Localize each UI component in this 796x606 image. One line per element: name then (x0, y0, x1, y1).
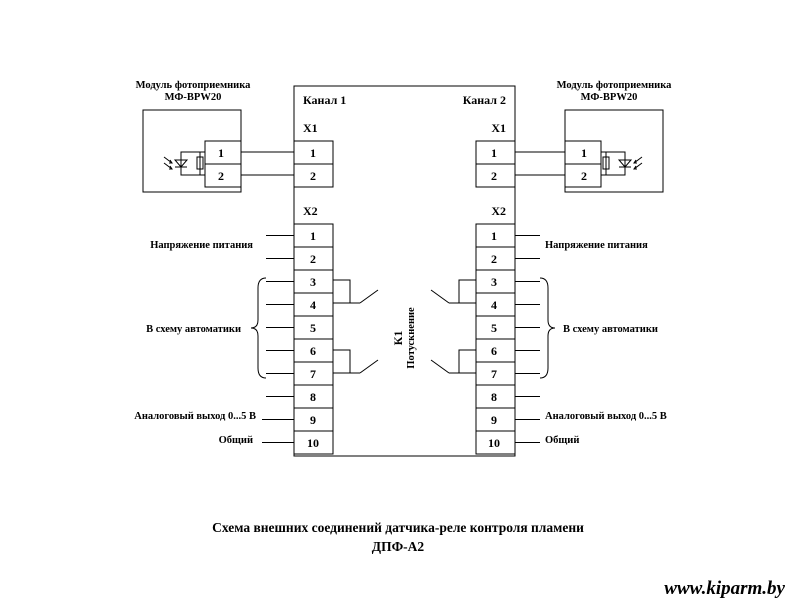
watermark: www.kiparm.by (664, 578, 785, 599)
x2-left-pin: 5 (310, 321, 316, 335)
module-left-pin: 2 (218, 169, 224, 183)
x2-left-pin: 10 (307, 436, 319, 450)
x2-right-pin: 3 (491, 275, 497, 289)
common-label-right: Общий (545, 435, 580, 446)
analog-label-left: Аналоговый выход 0...5 В (134, 411, 256, 422)
common-label-left: Общий (218, 435, 253, 446)
x2-right-pin: 2 (491, 252, 497, 266)
x1-right-pin: 2 (491, 169, 497, 183)
x1-left-label: X1 (303, 121, 318, 135)
x2-right-pin: 8 (491, 390, 497, 404)
x2-left-pin: 3 (310, 275, 316, 289)
x2-left-pin: 8 (310, 390, 316, 404)
channel-2-label: Канал 2 (462, 93, 506, 107)
x2-left-pin: 6 (310, 344, 316, 358)
x2-left-label: X2 (303, 204, 318, 218)
power-label-left: Напряжение питания (150, 240, 253, 251)
x2-right-pin: 6 (491, 344, 497, 358)
x2-right-pin: 5 (491, 321, 497, 335)
x2-left-pin: 2 (310, 252, 316, 266)
x2-right-pin: 1 (491, 229, 497, 243)
module-right-pin: 1 (581, 146, 587, 160)
module-left-model: МФ-BPW20 (164, 92, 222, 103)
relay-k1-label: К1 (391, 330, 405, 346)
power-label-right: Напряжение питания (545, 240, 648, 251)
x2-left-pin: 1 (310, 229, 316, 243)
x2-right-pin: 9 (491, 413, 497, 427)
x1-right-pin: 1 (491, 146, 497, 160)
x1-left-pin: 2 (310, 169, 316, 183)
brace-right (540, 278, 555, 378)
caption-model: ДПФ-А2 (371, 539, 425, 554)
caption-title: Схема внешних соединений датчика-реле контроля пламени (212, 520, 584, 535)
module-left-title: Модуль фотоприемника (135, 80, 251, 91)
module-right-model: МФ-BPW20 (580, 92, 638, 103)
channel-1-label: Канал 1 (303, 93, 347, 107)
x2-right-label: X2 (491, 204, 506, 218)
x2-right-pin: 10 (488, 436, 500, 450)
automation-label-left: В схему автоматики (146, 324, 241, 335)
module-left-pin: 1 (218, 146, 224, 160)
analog-label-right: Аналоговый выход 0...5 В (545, 411, 667, 422)
brace-left (251, 278, 266, 378)
relay-function-label: Потускнение (406, 307, 417, 369)
x2-right-pin: 4 (491, 298, 497, 312)
automation-label-right: В схему автоматики (563, 324, 658, 335)
x1-right-label: X1 (491, 121, 506, 135)
x2-left-pin: 9 (310, 413, 316, 427)
module-right-title: Модуль фотоприемника (556, 80, 672, 91)
module-right-pin: 2 (581, 169, 587, 183)
x2-left-pin: 7 (310, 367, 316, 381)
x2-right-pin: 7 (491, 367, 497, 381)
x1-left-pin: 1 (310, 146, 316, 160)
x2-left-pin: 4 (310, 298, 316, 312)
